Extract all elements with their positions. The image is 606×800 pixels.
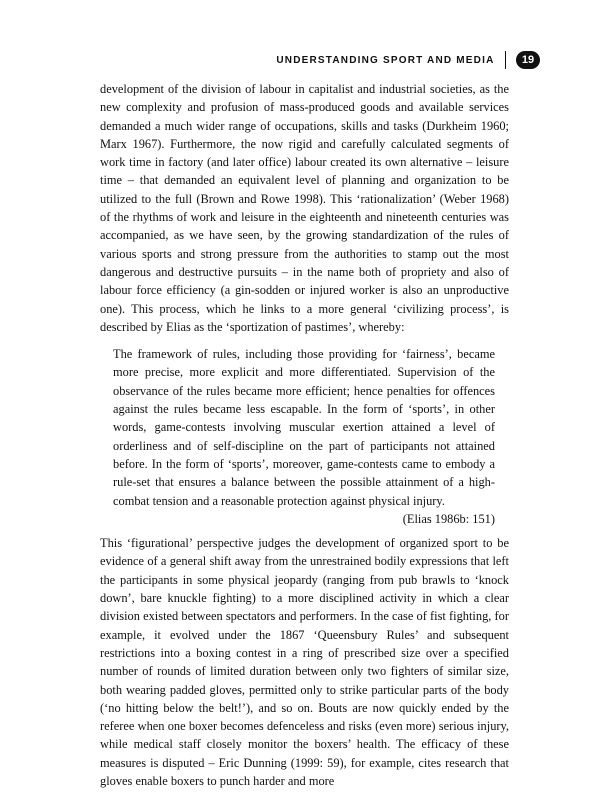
block-quote [113, 345, 495, 528]
quote-citation: (Elias 1986b: 151) [402, 511, 495, 526]
paragraph: This ‘figurational’ perspective judges the development of organized sport to be evidence of a general shift away from the unrestrained bodily expressions that left the participants in some physical jeopardy (ranging from pub brawls to ‘knock down’, bare knuckle fighting) to a more disciplined activity in which a clear division existed between spectators and performers. In the case of fist fighting, for example, it evolved under the 1867 ‘Queensbury Rules’ and subsequent restrictions into a boxing contest in a ring of prescribed size over a specified number of rounds of limited duration between only two fighters of similar size, both wearing padded gloves, permitted only to strike particular parts of the body (‘no hitting below the belt!’), and so on. Bouts are now quickly ended by the referee when one boxer becomes defenceless and risks (even more) serious injury, while medical staff closely monitor the boxers’ health. The efficacy of these measures is disputed – Eric Dunning (1999: 59), for example, cites research that gloves enable boxers to punch harder and more [100, 536, 509, 788]
page-body [100, 80, 509, 790]
paragraph: development of the division of labour in capitalist and industrial societies, as the new complexity and profusion of mass-produced goods and available services demanded a much wider range of occupations, skills and tasks (Durkheim 1960; Marx 1967). Furthermore, the now rigid and carefully calculated segments of work time in factory (and later office) labour created its own alternative – leisure time – that demanded an equivalent level of planning and organization to be utilized to the full (Brown and Rowe 1998). This ‘rationalization’ (Weber 1968) of the rhythms of work and leisure in the eighteenth and nineteenth centuries was accompanied, as we have seen, by the growing standardization of the rules of various sports and strong pressure from the authorities to stamp out the most dangerous and destructive pursuits – in the name both of propriety and also of labour force efficiency (a gin-sodden or injured worker is also an unproductive one). This process, which he links to a more general ‘civilizing process’, is described by Elias as the ‘sportization of pastimes’, whereby: [100, 82, 509, 334]
page-number-badge: 19 [516, 51, 540, 69]
page-header [276, 51, 540, 69]
running-title: UNDERSTANDING SPORT AND MEDIA [276, 54, 495, 66]
quote-text: The framework of rules, including those providing for ‘fairness’, became more precise, more explicit and more differentiated. Supervision of the observance of the rules became more efficient; hence penalties for offences against the rules became less escapable. In the form of ‘sports’, in other words, game-contests involving muscular exertion attained a level of orderliness and of self-discipline on the part of participants not attained before. In the form of ‘sports’, moreover, game-contests came to embody a rule-set that ensures a balance between the possible attainment of a high-combat tension and a reasonable protection against physical injury. [113, 347, 495, 508]
header-divider [505, 51, 507, 69]
